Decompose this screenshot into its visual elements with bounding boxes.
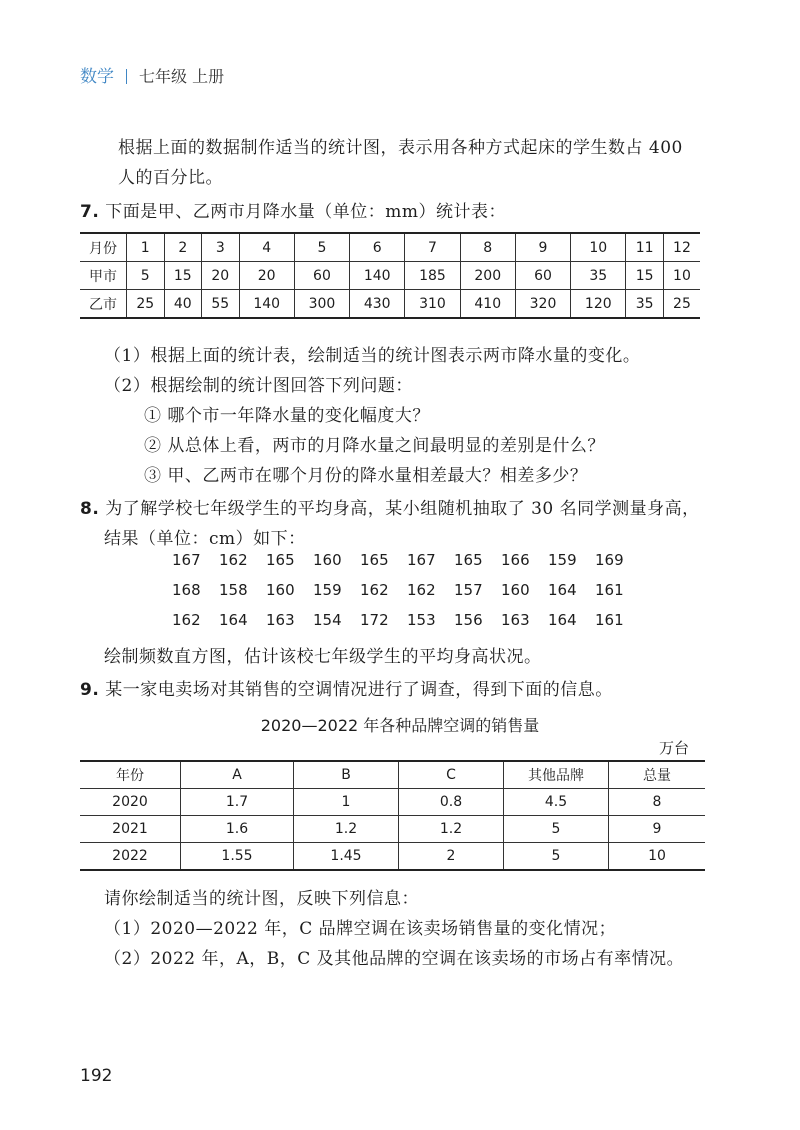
sales-table-cell: 其他品牌 — [504, 761, 609, 789]
height-value: 156 — [454, 611, 483, 629]
rainfall-table-cell: 15 — [626, 262, 664, 290]
sales-table-cell: 1.45 — [294, 843, 399, 871]
sales-table-cell: 1.55 — [181, 843, 294, 871]
height-value: 161 — [595, 611, 624, 629]
rainfall-table-cell: 9 — [515, 233, 570, 262]
rainfall-table — [80, 232, 700, 319]
height-value: 165 — [454, 551, 483, 569]
question-7-part-2: （2）根据绘制的统计图回答下列问题： — [104, 376, 413, 396]
height-value: 166 — [501, 551, 530, 569]
rainfall-table-cell: 430 — [350, 290, 405, 319]
sales-table-caption: 2020—2022 年各种品牌空调的销售量 — [260, 716, 540, 735]
height-value: 162 — [360, 581, 389, 599]
question-7-part-2a: ① 哪个市一年降水量的变化幅度大？ — [144, 406, 430, 426]
question-7-part-1: （1）根据上面的统计表，绘制适当的统计图表示两市降水量的变化。 — [104, 346, 641, 366]
height-value: 160 — [313, 551, 342, 569]
rainfall-table-cell: 25 — [127, 290, 165, 319]
height-value: 165 — [266, 551, 295, 569]
height-value: 159 — [548, 551, 577, 569]
header-subject: 数学 — [80, 67, 114, 87]
question-8 — [80, 494, 700, 519]
height-value: 160 — [266, 581, 295, 599]
heights-row-3 — [172, 611, 642, 629]
sales-table-cell: 10 — [609, 843, 706, 871]
question-7 — [80, 197, 506, 222]
rainfall-table-cell: 7 — [405, 233, 460, 262]
sales-table-cell: 1.2 — [399, 816, 504, 843]
rainfall-table-cell: 120 — [571, 290, 626, 319]
rainfall-table-cell: 20 — [202, 262, 240, 290]
rainfall-table-cell: 140 — [239, 290, 294, 319]
rainfall-table-cell: 2 — [164, 233, 202, 262]
header-divider — [126, 69, 127, 84]
height-value: 157 — [454, 581, 483, 599]
rainfall-table-cell: 40 — [164, 290, 202, 319]
height-value: 167 — [407, 551, 436, 569]
sales-table-row — [80, 761, 705, 789]
rainfall-table-cell: 1 — [127, 233, 165, 262]
question-8-number: 8. — [80, 499, 100, 519]
height-value: 159 — [313, 581, 342, 599]
rainfall-table-row — [80, 262, 700, 290]
height-value: 167 — [172, 551, 201, 569]
sales-table-cell: 9 — [609, 816, 706, 843]
sales-table-cell: 总量 — [609, 761, 706, 789]
sales-table-row — [80, 843, 705, 871]
height-value: 165 — [360, 551, 389, 569]
rainfall-table-row — [80, 233, 700, 262]
question-9-number: 9. — [80, 680, 100, 700]
rainfall-table-cell: 410 — [460, 290, 515, 319]
sales-table-cell: 5 — [504, 843, 609, 871]
question-9-request: 请你绘制适当的统计图，反映下列信息： — [104, 889, 419, 909]
question-8-text: 为了解学校七年级学生的平均身高，某小组随机抽取了 30 名同学测量身高， — [105, 499, 700, 519]
rainfall-table-cell: 15 — [164, 262, 202, 290]
question-7-number: 7. — [80, 202, 100, 222]
page-header — [80, 62, 224, 87]
height-value: 154 — [313, 611, 342, 629]
height-value: 163 — [266, 611, 295, 629]
height-value: 164 — [219, 611, 248, 629]
rainfall-table-cell: 5 — [294, 233, 349, 262]
rainfall-table-cell: 10 — [663, 262, 700, 290]
rainfall-table-cell: 300 — [294, 290, 349, 319]
rainfall-table-cell: 25 — [663, 290, 700, 319]
height-value: 162 — [172, 611, 201, 629]
question-8-after: 绘制频数直方图，估计该校七年级学生的平均身高状况。 — [104, 647, 542, 667]
sales-table-cell: 0.8 — [399, 789, 504, 816]
rainfall-table-cell: 11 — [626, 233, 664, 262]
sales-table-row — [80, 789, 705, 816]
sales-table — [80, 760, 705, 871]
sales-table-cell: 2022 — [80, 843, 181, 871]
sales-table-cell: 2 — [399, 843, 504, 871]
sales-table-cell: 1.7 — [181, 789, 294, 816]
height-value: 160 — [501, 581, 530, 599]
height-value: 168 — [172, 581, 201, 599]
height-value: 169 — [595, 551, 624, 569]
sales-table-cell: C — [399, 761, 504, 789]
sales-table-cell: 5 — [504, 816, 609, 843]
rainfall-table-cell: 甲市 — [80, 262, 127, 290]
height-value: 158 — [219, 581, 248, 599]
rainfall-table-cell: 8 — [460, 233, 515, 262]
sales-table-cell: 8 — [609, 789, 706, 816]
text-line-2: 人的百分比。 — [118, 168, 223, 188]
rainfall-table-cell: 12 — [663, 233, 700, 262]
sales-table-cell: 4.5 — [504, 789, 609, 816]
sales-table-row — [80, 816, 705, 843]
height-value: 162 — [219, 551, 248, 569]
page-number: 192 — [80, 1066, 113, 1086]
sales-table-cell: B — [294, 761, 399, 789]
question-9-text: 某一家电卖场对其销售的空调情况进行了调查，得到下面的信息。 — [105, 680, 613, 700]
height-value: 172 — [360, 611, 389, 629]
rainfall-table-cell: 10 — [571, 233, 626, 262]
heights-row-1 — [172, 551, 642, 569]
sales-table-cell: 1.2 — [294, 816, 399, 843]
rainfall-table-cell: 35 — [626, 290, 664, 319]
sales-table-cell: 2020 — [80, 789, 181, 816]
rainfall-table-cell: 35 — [571, 262, 626, 290]
height-value: 163 — [501, 611, 530, 629]
heights-row-2 — [172, 581, 642, 599]
rainfall-table-cell: 60 — [294, 262, 349, 290]
rainfall-table-cell: 55 — [202, 290, 240, 319]
question-7-part-2c: ③ 甲、乙两市在哪个月份的降水量相差最大？相差多少？ — [144, 466, 588, 486]
height-value: 162 — [407, 581, 436, 599]
height-value: 164 — [548, 581, 577, 599]
sales-table-unit: 万台 — [659, 739, 690, 757]
question-9-part-1: （1）2020—2022 年，C 品牌空调在该卖场销售量的变化情况； — [104, 919, 617, 939]
rainfall-table-row — [80, 290, 700, 319]
sales-table-cell: 1.6 — [181, 816, 294, 843]
rainfall-table-cell: 6 — [350, 233, 405, 262]
rainfall-table-cell: 60 — [515, 262, 570, 290]
rainfall-table-cell: 4 — [239, 233, 294, 262]
rainfall-table-cell: 月份 — [80, 233, 127, 262]
rainfall-table-cell: 乙市 — [80, 290, 127, 319]
question-7-part-2b: ② 从总体上看，两市的月降水量之间最明显的差别是什么？ — [144, 436, 605, 456]
height-value: 161 — [595, 581, 624, 599]
sales-table-cell: 年份 — [80, 761, 181, 789]
rainfall-table-cell: 20 — [239, 262, 294, 290]
sales-table-cell: A — [181, 761, 294, 789]
header-grade: 七年级 上册 — [139, 67, 225, 86]
rainfall-table-cell: 310 — [405, 290, 460, 319]
text-line-1: 根据上面的数据制作适当的统计图，表示用各种方式起床的学生数占 400 — [118, 138, 683, 158]
rainfall-table-cell: 140 — [350, 262, 405, 290]
question-7-text: 下面是甲、乙两市月降水量（单位：mm）统计表： — [105, 202, 506, 222]
height-value: 153 — [407, 611, 436, 629]
sales-table-cell: 2021 — [80, 816, 181, 843]
height-value: 164 — [548, 611, 577, 629]
question-9 — [80, 675, 613, 700]
rainfall-table-cell: 5 — [127, 262, 165, 290]
sales-table-cell: 1 — [294, 789, 399, 816]
rainfall-table-cell: 320 — [515, 290, 570, 319]
rainfall-table-cell: 200 — [460, 262, 515, 290]
rainfall-table-cell: 185 — [405, 262, 460, 290]
question-8-text-2: 结果（单位：cm）如下： — [104, 529, 306, 549]
question-9-part-2: （2）2022 年，A，B，C 及其他品牌的空调在该卖场的市场占有率情况。 — [104, 949, 685, 969]
rainfall-table-cell: 3 — [202, 233, 240, 262]
